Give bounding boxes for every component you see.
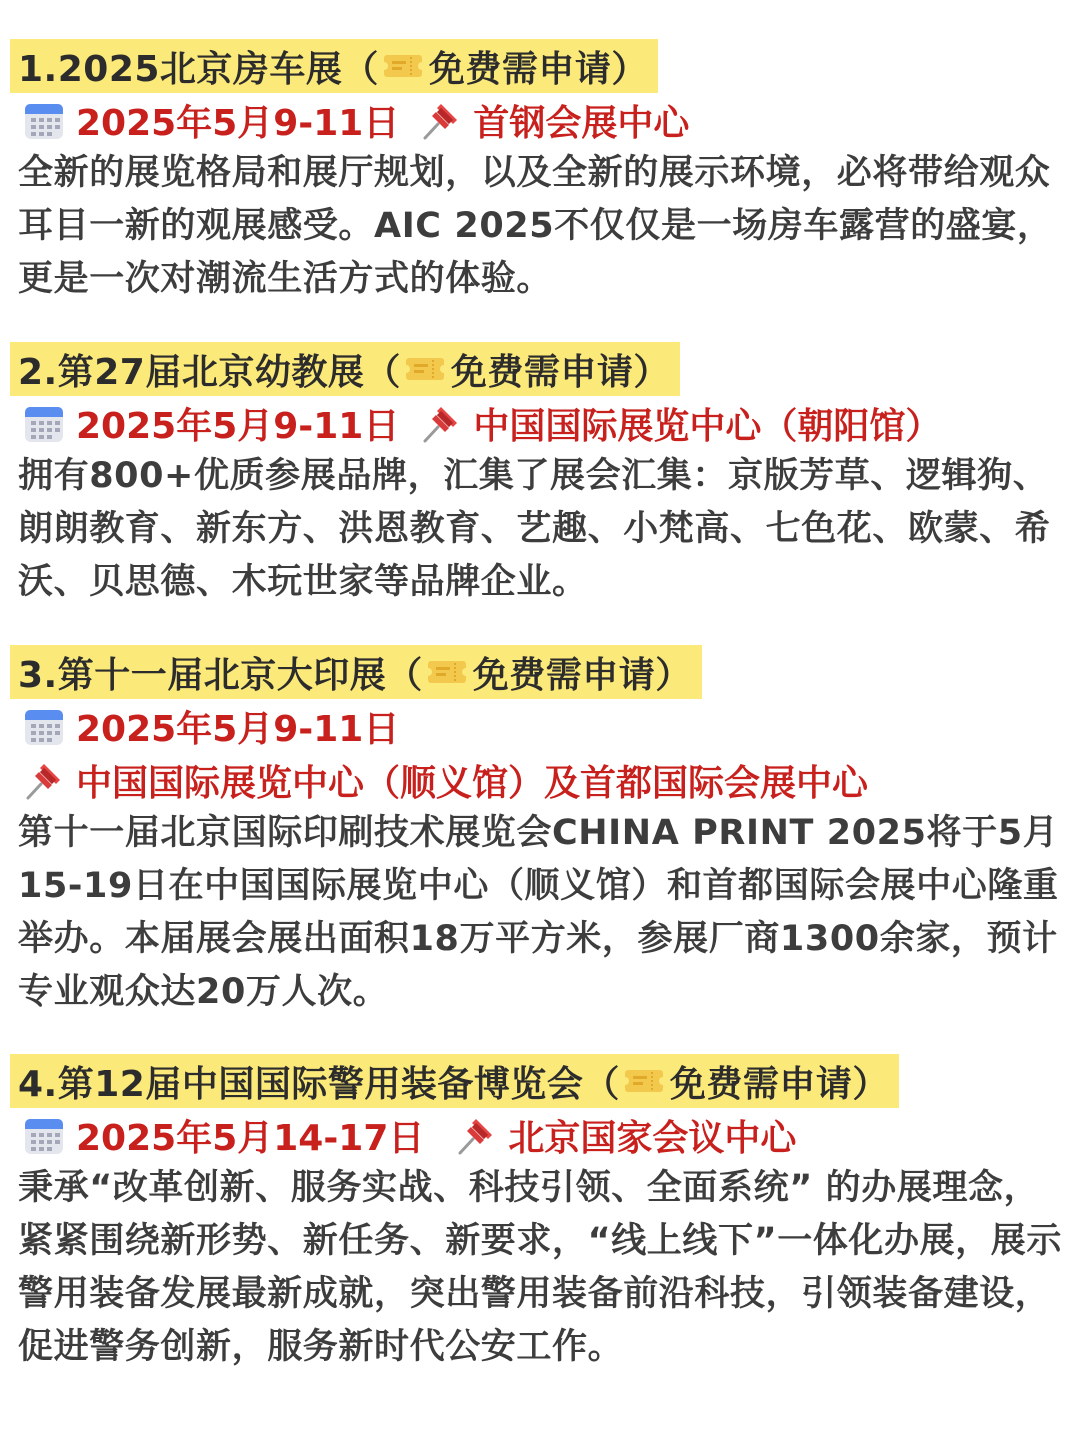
pushpin-icon [419, 401, 463, 445]
event-date-venue [22, 396, 1080, 450]
event-venue: 中国国际展览中心（朝阳馆） [473, 405, 942, 447]
event-title-prefix: 2.第27届北京幼教展（ [18, 351, 401, 393]
event-title-row [10, 645, 1080, 699]
calendar-icon [22, 401, 66, 445]
event-card-4 [0, 1054, 1080, 1374]
event-title [10, 342, 680, 396]
event-title-row [10, 342, 1080, 396]
ticket-icon [624, 1068, 664, 1094]
event-title-suffix: 免费需申请） [472, 654, 692, 696]
pushpin-icon [22, 758, 66, 802]
event-venue: 北京国家会议中心 [508, 1117, 797, 1159]
calendar-icon [22, 1113, 66, 1157]
event-description: 第十一届北京国际印刷技术展览会CHINA PRINT 2025将于5月15-19日在中国国际展览中心（顺义馆）和首都国际会展中心隆重举办。本届展会展出面积18万平方米，参展厂商1300余家，预计专业观众达20万人次。 [18, 813, 1059, 1012]
event-venue: 中国国际展览中心（顺义馆）及首都国际会展中心 [76, 762, 869, 804]
event-date-text: 2025年5月9-11日 [76, 708, 400, 750]
event-description: 秉承“改革创新、服务实战、科技引领、全面系统” 的办展理念，紧紧围绕新形势、新任务、新要求，“线上线下”一体化办展，展示警用装备发展最新成就，突出警用装备前沿科技，引领装备建设，促进警务创新，服务新时代公安工作。 [18, 1168, 1063, 1367]
event-card-3 [0, 645, 1080, 1019]
event-description: 全新的展览格局和展厅规划，以及全新的展示环境，必将带给观众耳目一新的观展感受。AIC 2025不仅仅是一场房车露营的盛宴，更是一次对潮流生活方式的体验。 [18, 153, 1053, 299]
event-description: 拥有800+优质参展品牌，汇集了展会汇集：京版芳草、逻辑狗、朗朗教育、新东方、洪恩教育、艺趣、小梵高、七色花、欧蒙、希沃、贝思德、木玩世家等品牌企业。 [18, 456, 1051, 602]
pushpin-icon [454, 1113, 498, 1157]
event-date: 2025年5月9-11日 [76, 405, 400, 447]
event-title [10, 1054, 899, 1108]
calendar-icon [22, 98, 66, 142]
event-date: 2025年5月9-11日 [76, 102, 400, 144]
event-title-prefix: 3.第十一届北京大印展（ [18, 654, 423, 696]
event-title [10, 39, 658, 93]
event-date-venue [22, 93, 1080, 147]
event-title-suffix: 免费需申请） [450, 351, 670, 393]
event-date-venue [22, 1108, 1080, 1162]
event-venue: 首钢会展中心 [473, 102, 690, 144]
event-title-row [10, 1054, 1080, 1108]
event-venue-line [22, 753, 1080, 807]
event-title-suffix: 免费需申请） [428, 48, 648, 90]
event-title [10, 645, 702, 699]
ticket-icon [383, 53, 423, 79]
event-title-prefix: 4.第12届中国国际警用装备博览会（ [18, 1063, 620, 1105]
event-title-row [10, 39, 1080, 93]
ticket-icon [427, 659, 467, 685]
pushpin-icon [419, 98, 463, 142]
calendar-icon [22, 704, 66, 748]
ticket-icon [405, 356, 445, 382]
event-date: 2025年5月14-17日 [76, 1117, 425, 1159]
event-date [22, 699, 1080, 753]
event-title-prefix: 1.2025北京房车展（ [18, 48, 379, 90]
event-card-2 [0, 342, 1080, 609]
event-title-suffix: 免费需申请） [669, 1063, 889, 1105]
event-card-1 [0, 39, 1080, 306]
